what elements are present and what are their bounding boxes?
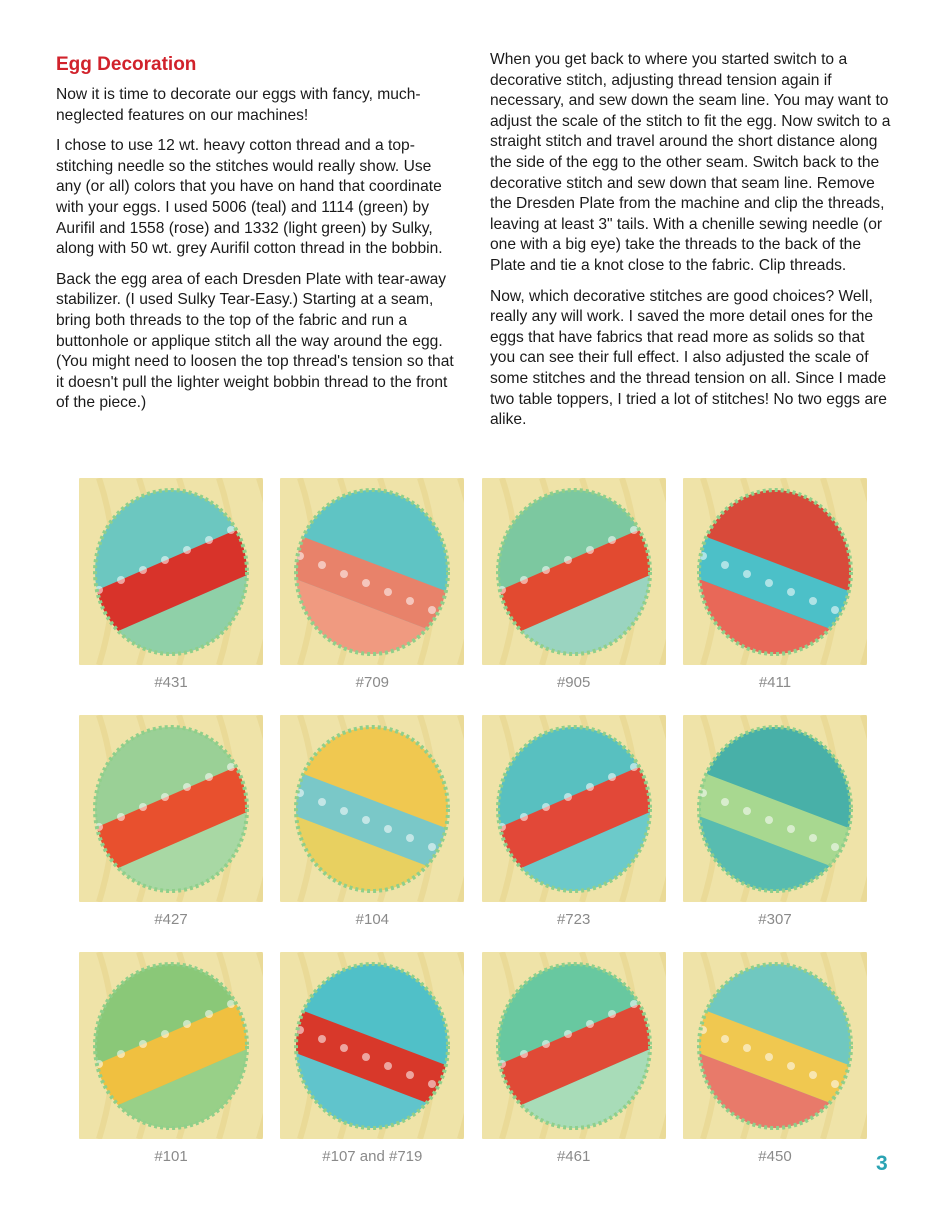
decorative-stitch <box>542 803 550 811</box>
decorative-stitch <box>340 570 348 578</box>
egg-photo-104 <box>280 715 464 902</box>
decorative-stitch <box>205 1010 213 1018</box>
photo-cell <box>683 952 867 1176</box>
paragraph: I chose to use 12 wt. heavy cotton thread and a top-stitching needle so the stitches would really show. Use any (or all) colors that you have on hand that coordinate with your eggs. I used 5006 (teal) and 1114 (green) by Aurifil and 1558 (rose) and 1332 (light green) by Sulky, along with 50 wt. grey Aurifil cotton thread in the bobbin. <box>56 137 443 258</box>
decorative-stitch <box>721 798 729 806</box>
egg-photo-709 <box>280 478 464 665</box>
decorative-stitch <box>564 556 572 564</box>
decorative-stitch <box>831 843 839 851</box>
decorative-stitch <box>362 579 370 587</box>
decorative-stitch <box>406 597 414 605</box>
photo-caption: #431 <box>154 674 188 691</box>
egg-photo-427 <box>79 715 263 902</box>
decorative-stitch <box>428 1080 436 1088</box>
decorative-stitch <box>340 807 348 815</box>
decorative-stitch <box>205 773 213 781</box>
decorative-stitch <box>608 536 616 544</box>
left-column <box>56 50 456 424</box>
egg-photo-411 <box>683 478 867 665</box>
decorative-stitch <box>586 546 594 554</box>
egg-photo-905 <box>482 478 666 665</box>
photo-cell <box>79 478 263 702</box>
decorative-stitch <box>809 597 817 605</box>
photo-cell <box>683 478 867 702</box>
decorative-stitch <box>117 1050 125 1058</box>
decorative-stitch <box>139 1040 147 1048</box>
decorative-stitch <box>227 1000 235 1008</box>
decorative-stitch <box>831 606 839 614</box>
photo-cell <box>280 952 464 1176</box>
decorative-stitch <box>586 783 594 791</box>
decorative-stitch <box>564 793 572 801</box>
decorative-stitch <box>318 798 326 806</box>
photo-caption: #461 <box>556 1148 591 1165</box>
decorative-stitch <box>542 566 550 574</box>
photo-caption: #450 <box>758 1148 792 1165</box>
paragraph: When you get back to where you started switch to a decorative stitch, adjusting thread tension again if necessary, and sew down the seam line. You may want to adjust the scale of the stitch to fit the egg. Now switch to a straight stitch and travel around the short distance along the side of the egg to the other seam. Switch back to the decorative stitch and sew down that seam line. Remove the Dresden Plate from the machine and clip the threads, leaving at least 3" tails. With a chenille sewing needle (or one with a big eye) take the threads to the back of the Plate and tie a knot close to the fabric. Clip threads. <box>490 51 891 274</box>
decorative-stitch <box>542 1040 550 1048</box>
decorative-stitch <box>787 588 795 596</box>
paragraph: Back the egg area of each Dresden Plate with tear-away stabilizer. (I used Sulky Tear-Easy.) Starting at a seam, bring both threads to the top of the fabric and run a buttonhole or applique stitch all the way around the egg. (You might need to loosen the top thread's tension so that it doesn't pull the lighter weight bobbin thread to the front of the piece.) <box>56 270 454 412</box>
photo-cell <box>280 715 464 939</box>
decorative-stitch <box>362 1053 370 1061</box>
decorative-stitch <box>630 526 638 534</box>
photo-caption: #427 <box>154 911 188 928</box>
decorative-stitch <box>227 763 235 771</box>
decorative-stitch <box>721 561 729 569</box>
photo-caption: #723 <box>556 911 591 928</box>
decorative-stitch <box>384 825 392 833</box>
photo-row <box>79 952 867 1176</box>
decorative-stitch <box>384 588 392 596</box>
decorative-stitch <box>586 1020 594 1028</box>
egg-photo-307 <box>683 715 867 902</box>
photo-caption: #107 and #719 <box>322 1148 423 1165</box>
decorative-stitch <box>787 1062 795 1070</box>
decorative-stitch <box>809 834 817 842</box>
photo-caption: #905 <box>556 674 591 691</box>
photo-cell <box>79 715 263 939</box>
egg-photo-723 <box>482 715 666 902</box>
decorative-stitch <box>743 1044 751 1052</box>
decorative-stitch <box>743 807 751 815</box>
decorative-stitch <box>608 1010 616 1018</box>
photo-caption: #411 <box>758 674 792 691</box>
photo-grid <box>79 478 867 1189</box>
decorative-stitch <box>183 783 191 791</box>
decorative-stitch <box>117 813 125 821</box>
decorative-stitch <box>765 816 773 824</box>
decorative-stitch <box>831 1080 839 1088</box>
decorative-stitch <box>318 1035 326 1043</box>
photo-row <box>79 478 867 702</box>
decorative-stitch <box>205 536 213 544</box>
photo-cell <box>79 952 263 1176</box>
decorative-stitch <box>428 843 436 851</box>
decorative-stitch <box>630 1000 638 1008</box>
photo-cell <box>482 715 666 939</box>
decorative-stitch <box>608 773 616 781</box>
photo-cell <box>280 478 464 702</box>
decorative-stitch <box>765 579 773 587</box>
decorative-stitch <box>428 606 436 614</box>
egg-photo-101 <box>79 952 263 1139</box>
decorative-stitch <box>161 793 169 801</box>
decorative-stitch <box>384 1062 392 1070</box>
decorative-stitch <box>406 834 414 842</box>
decorative-stitch <box>340 1044 348 1052</box>
right-column <box>490 50 892 441</box>
decorative-stitch <box>564 1030 572 1038</box>
decorative-stitch <box>161 556 169 564</box>
page-number: 3 <box>876 1152 888 1175</box>
decorative-stitch <box>362 816 370 824</box>
photo-row <box>79 715 867 939</box>
egg-photo-461 <box>482 952 666 1139</box>
decorative-stitch <box>721 1035 729 1043</box>
photo-cell <box>482 952 666 1176</box>
decorative-stitch <box>520 813 528 821</box>
decorative-stitch <box>630 763 638 771</box>
decorative-stitch <box>765 1053 773 1061</box>
article-title: Egg Decoration <box>56 54 197 75</box>
decorative-stitch <box>183 1020 191 1028</box>
egg-photo-431 <box>79 478 263 665</box>
decorative-stitch <box>139 803 147 811</box>
photo-cell <box>482 478 666 702</box>
decorative-stitch <box>520 576 528 584</box>
photo-caption: #101 <box>154 1148 188 1165</box>
photo-caption: #307 <box>758 911 792 928</box>
paragraph: Now, which decorative stitches are good choices? Well, really any will work. I saved the more detail ones for the eggs that have fabrics that read more as solids so that you can see their full effect. I also adjusted the scale of some stitches and the thread tension on all. Since I made two table toppers, I tried a lot of stitches! No two eggs are alike. <box>490 287 887 429</box>
decorative-stitch <box>183 546 191 554</box>
decorative-stitch <box>743 570 751 578</box>
photo-caption: #104 <box>355 911 390 928</box>
paragraph: Now it is time to decorate our eggs with fancy, much-neglected features on our machines! <box>56 86 421 124</box>
decorative-stitch <box>117 576 125 584</box>
decorative-stitch <box>161 1030 169 1038</box>
decorative-stitch <box>318 561 326 569</box>
decorative-stitch <box>227 526 235 534</box>
egg-photo-107-719 <box>280 952 464 1139</box>
decorative-stitch <box>809 1071 817 1079</box>
egg-photo-450 <box>683 952 867 1139</box>
decorative-stitch <box>787 825 795 833</box>
decorative-stitch <box>406 1071 414 1079</box>
decorative-stitch <box>520 1050 528 1058</box>
photo-cell <box>683 715 867 939</box>
photo-caption: #709 <box>355 674 390 691</box>
decorative-stitch <box>139 566 147 574</box>
